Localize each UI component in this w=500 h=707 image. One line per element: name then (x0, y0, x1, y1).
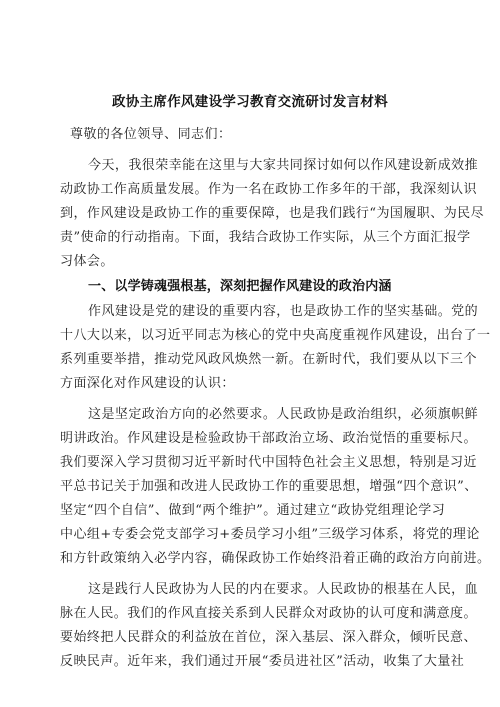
section-heading: 一、以学铸魂强根基，深刻把握作风建设的政治内涵 (88, 279, 392, 294)
paragraph-line: 和方针政策纳入必学内容，确保政协工作始终沿着正确的政治方向前进。 (60, 551, 491, 566)
paragraph-line: 这是坚定政治方向的必然要求。人民政协是政治组织，必须旗帜鲜 (88, 407, 479, 422)
paragraph-line: 平总书记关于加强和改进人民政协工作的重要思想，增强“四个意识”、 (60, 479, 478, 494)
paragraph-line: 反映民声。近年来，我们通过开展“委员进社区”活动，收集了大量社 (60, 654, 465, 669)
paragraph-line: 要始终把人民群众的利益放在首位，深入基层、深入群众，倾听民意、 (60, 630, 477, 645)
paragraph-line: 坚定“四个自信”、做到“两个维护”。通过建立“政协党组理论学习 (60, 503, 446, 518)
paragraph-line: 习体会。 (60, 254, 114, 269)
paragraph-line: 十八大以来，以习近平同志为核心的党中央高度重视作风建设，出台了一 (60, 328, 491, 343)
paragraph-line: 动政协工作高质量发展。作为一名在政协工作多年的干部，我深刻认识 (60, 182, 477, 197)
paragraph-line: 责”使命的行动指南。下面，我结合政协工作实际，从三个方面汇报学 (60, 230, 471, 245)
document-title: 政协主席作风建设学习教育交流研讨发言材料 (112, 94, 388, 110)
paragraph-line: 系列重要举措，推动党风政风焕然一新。在新时代，我们要从以下三个 (60, 352, 477, 367)
paragraph-line: 中心组+专委会党支部学习+委员学习小组”三级学习体系，将党的理论 (60, 527, 480, 542)
paragraph-line: 到，作风建设是政协工作的重要保障，也是我们践行“为国履职、为民尽 (60, 206, 485, 221)
paragraph-line: 方面深化对作风建设的认识： (60, 376, 235, 391)
paragraph-line: 明讲政治。作风建设是检验政协干部政治立场、政治觉悟的重要标尺。 (60, 431, 477, 446)
paragraph-line: 脉在人民。我们的作风直接关系到人民群众对政协的认可度和满意度。 (60, 606, 477, 621)
paragraph-line: 我们要深入学习贯彻习近平新时代中国特色社会主义思想，特别是习近 (60, 455, 477, 470)
paragraph-line: 作风建设是党的建设的重要内容，也是政协工作的坚实基础。党的 (88, 304, 479, 319)
paragraph-line: 今天，我很荣幸能在这里与大家共同探讨如何以作风建设新成效推 (88, 158, 479, 173)
paragraph-line: 这是践行人民政协为人民的内在要求。人民政协的根基在人民，血 (88, 582, 479, 597)
salutation-line: 尊敬的各位领导、同志们： (70, 127, 232, 142)
